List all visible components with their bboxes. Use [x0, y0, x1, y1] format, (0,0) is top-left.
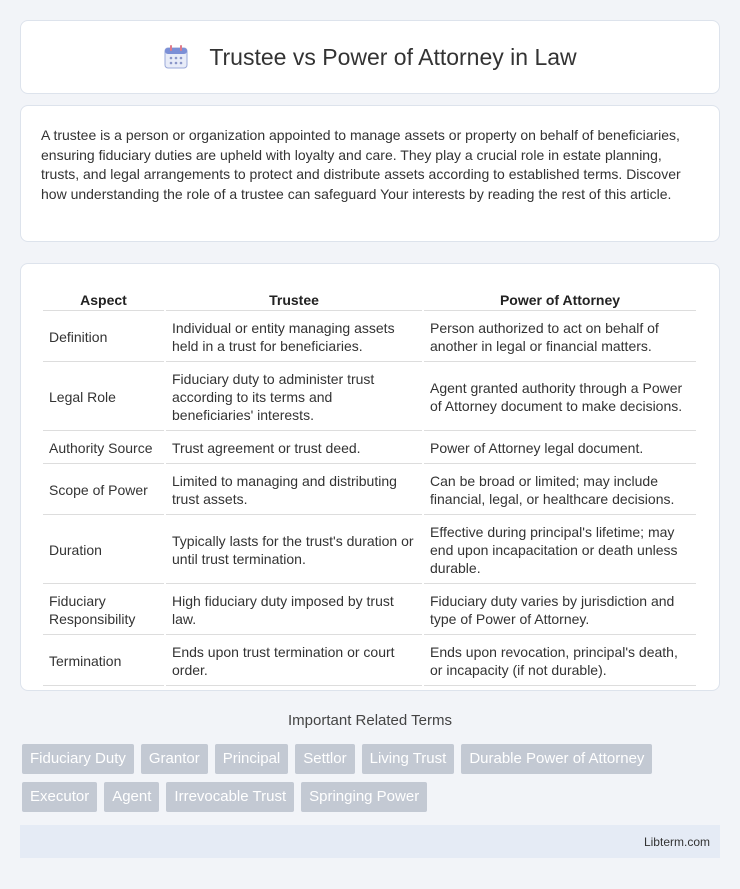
tag-durable-power-of-attorney[interactable]: Durable Power of Attorney — [461, 744, 652, 774]
cell-aspect: Legal Role — [43, 364, 164, 431]
intro-text: A trustee is a person or organization appointed to manage assets or property on behalf of beneficiaries, ensuring fiduciary duties are upheld with loyalty and care. They play a crucial role in estate planning, trusts, and legal arrangements to protect and distribute assets according to established terms. Discover how understanding the role of a trustee can safeguard Your interests by reading the rest of this article. — [41, 127, 681, 202]
cell-power-of-attorney: Person authorized to act on behalf of another in legal or financial matters. — [424, 313, 696, 362]
cell-power-of-attorney: Fiduciary duty varies by jurisdiction and type of Power of Attorney. — [424, 586, 696, 635]
cell-aspect: Duration — [43, 517, 164, 584]
cell-power-of-attorney: Ends upon revocation, principal's death, or incapacity (if not durable). — [424, 637, 696, 686]
tag-principal[interactable]: Principal — [215, 744, 289, 774]
tag-agent[interactable]: Agent — [104, 782, 159, 812]
footer-site-link[interactable]: Libterm.com — [643, 834, 710, 849]
footer — [20, 825, 720, 858]
comparison-table — [41, 284, 698, 688]
tag-settlor[interactable]: Settlor — [295, 744, 354, 774]
table-row — [43, 466, 696, 515]
cell-trustee: Ends upon trust termination or court order. — [166, 637, 422, 686]
cell-aspect: Authority Source — [43, 433, 164, 464]
related-terms-title: Important Related Terms — [288, 712, 452, 729]
table-row — [43, 433, 696, 464]
cell-power-of-attorney: Power of Attorney legal document. — [424, 433, 696, 464]
table-row — [43, 586, 696, 635]
cell-aspect: Termination — [43, 637, 164, 686]
tag-grantor[interactable]: Grantor — [141, 744, 208, 774]
cell-trustee: Typically lasts for the trust's duration or until trust termination. — [166, 517, 422, 584]
table-row — [43, 364, 696, 431]
tag-springing-power[interactable]: Springing Power — [301, 782, 427, 812]
related-terms-list — [22, 744, 722, 812]
header-aspect: Aspect — [43, 286, 164, 311]
comparison-card — [20, 263, 720, 691]
page-title: Trustee vs Power of Attorney in Law — [209, 43, 577, 70]
tag-executor[interactable]: Executor — [22, 782, 97, 812]
header-trustee: Trustee — [166, 286, 422, 311]
cell-aspect: Fiduciary Responsibility — [43, 586, 164, 635]
header-card — [20, 20, 720, 94]
cell-power-of-attorney: Can be broad or limited; may include financial, legal, or healthcare decisions. — [424, 466, 696, 515]
cell-power-of-attorney: Effective during principal's lifetime; may end upon incapacitation or death unless durable. — [424, 517, 696, 584]
table-row — [43, 517, 696, 584]
cell-power-of-attorney: Agent granted authority through a Power of Attorney document to make decisions. — [424, 364, 696, 431]
cell-aspect: Definition — [43, 313, 164, 362]
cell-trustee: Fiduciary duty to administer trust according to its terms and beneficiaries' interests. — [166, 364, 422, 431]
table-row — [43, 313, 696, 362]
cell-trustee: High fiduciary duty imposed by trust law. — [166, 586, 422, 635]
cell-aspect: Scope of Power — [43, 466, 164, 515]
cell-trustee: Trust agreement or trust deed. — [166, 433, 422, 464]
intro-card — [20, 105, 720, 242]
cell-trustee: Limited to managing and distributing trust assets. — [166, 466, 422, 515]
tag-fiduciary-duty[interactable]: Fiduciary Duty — [22, 744, 134, 774]
tag-living-trust[interactable]: Living Trust — [362, 744, 455, 774]
table-row — [43, 637, 696, 686]
table-header-row — [43, 286, 696, 311]
cell-trustee: Individual or entity managing assets held in a trust for beneficiaries. — [166, 313, 422, 362]
header-power-of-attorney: Power of Attorney — [424, 286, 696, 311]
calendar-icon — [163, 44, 189, 70]
tag-irrevocable-trust[interactable]: Irrevocable Trust — [166, 782, 294, 812]
